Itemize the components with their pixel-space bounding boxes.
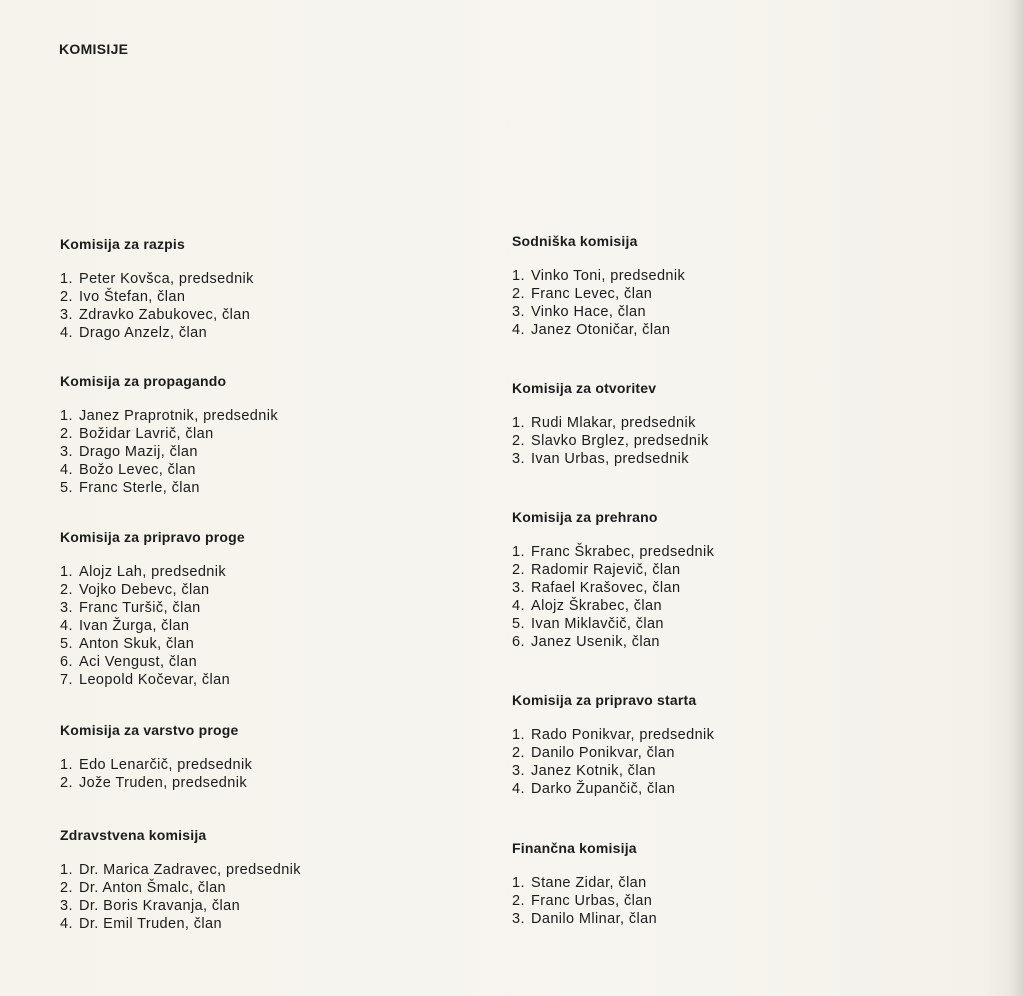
- member-text: Vinko Hace, član: [531, 304, 646, 320]
- member-text: Rado Ponikvar, predsednik: [531, 727, 715, 743]
- member-number: 5.: [60, 480, 73, 496]
- member-item: [60, 461, 278, 479]
- member-number: 1.: [512, 727, 525, 743]
- member-item: [512, 414, 709, 432]
- member-item: [60, 897, 301, 915]
- commission-section: [512, 233, 685, 339]
- member-text: Dr. Anton Šmalc, član: [79, 880, 227, 896]
- member-text: Dr. Boris Kravanja, član: [79, 898, 241, 914]
- member-item: [512, 726, 714, 744]
- member-text: Ivan Miklavčič, član: [531, 616, 664, 632]
- member-item: [512, 874, 657, 892]
- member-text: Ivan Urbas, predsednik: [531, 451, 689, 467]
- member-number: 3.: [60, 898, 73, 914]
- member-text: Peter Kovšca, predsednik: [79, 271, 254, 287]
- member-list: [512, 543, 714, 651]
- member-number: 5.: [60, 636, 73, 652]
- member-item: [512, 762, 714, 780]
- member-text: Janez Otoničar, član: [531, 322, 671, 338]
- member-text: Rafael Krašovec, član: [531, 580, 681, 596]
- commission-section: [512, 380, 709, 468]
- member-item: [60, 270, 254, 288]
- member-number: 4.: [60, 618, 73, 634]
- member-number: 1.: [60, 757, 73, 773]
- member-item: [60, 306, 254, 324]
- commission-heading: Komisija za prehrano: [512, 509, 658, 525]
- member-number: 1.: [512, 268, 525, 284]
- member-number: 2.: [60, 582, 73, 598]
- member-number: 2.: [60, 880, 73, 896]
- member-number: 3.: [60, 444, 73, 460]
- member-text: Janez Kotnik, član: [531, 763, 656, 779]
- member-list: [512, 726, 714, 798]
- member-list: [512, 874, 657, 928]
- member-number: 2.: [512, 562, 525, 578]
- member-text: Božo Levec, član: [79, 462, 196, 478]
- commission-section: [60, 373, 278, 497]
- commission-heading: Komisija za varstvo proge: [60, 722, 239, 738]
- member-number: 4.: [60, 462, 73, 478]
- member-text: Drago Mazij, član: [79, 444, 198, 460]
- member-item: [512, 597, 714, 615]
- member-text: Franc Levec, član: [531, 286, 653, 302]
- member-number: 2.: [60, 289, 73, 305]
- page-title: KOMISIJE: [59, 41, 129, 57]
- member-item: [60, 653, 245, 671]
- member-item: [60, 581, 245, 599]
- member-item: [60, 861, 301, 879]
- member-text: Vinko Toni, predsednik: [531, 268, 686, 284]
- member-text: Vojko Debevc, član: [79, 582, 210, 598]
- member-item: [60, 324, 254, 342]
- member-text: Slavko Brglez, predsednik: [531, 433, 709, 449]
- member-item: [60, 288, 254, 306]
- member-number: 4.: [60, 916, 73, 932]
- member-number: 3.: [512, 580, 525, 596]
- commission-section: [60, 827, 301, 933]
- member-item: [512, 633, 714, 651]
- member-number: 5.: [512, 616, 525, 632]
- member-text: Franc Sterle, član: [79, 480, 200, 496]
- commission-heading: Komisija za propagando: [60, 373, 227, 389]
- member-item: [512, 579, 714, 597]
- member-text: Franc Turšič, član: [79, 600, 201, 616]
- commission-heading: Komisija za razpis: [60, 236, 185, 252]
- member-text: Stane Zidar, član: [531, 875, 647, 891]
- member-item: [60, 617, 245, 635]
- member-item: [512, 432, 709, 450]
- member-text: Jože Truden, predsednik: [79, 775, 247, 791]
- member-number: 4.: [512, 781, 525, 797]
- member-text: Dr. Marica Zadravec, predsednik: [79, 862, 301, 878]
- member-text: Alojz Škrabec, član: [531, 598, 662, 614]
- member-item: [60, 443, 278, 461]
- commission-section: [60, 529, 245, 689]
- member-number: 4.: [60, 325, 73, 341]
- member-item: [60, 425, 278, 443]
- member-number: 3.: [512, 763, 525, 779]
- commission-heading: Komisija za otvoritev: [512, 380, 657, 396]
- member-item: [512, 450, 709, 468]
- member-item: [512, 303, 685, 321]
- member-list: [60, 756, 252, 792]
- member-item: [512, 267, 685, 285]
- member-number: 4.: [512, 322, 525, 338]
- member-item: [60, 563, 245, 581]
- member-text: Franc Škrabec, predsednik: [531, 544, 715, 560]
- member-number: 7.: [60, 672, 73, 688]
- member-text: Anton Skuk, član: [79, 636, 195, 652]
- member-number: 2.: [60, 426, 73, 442]
- member-number: 2.: [512, 433, 525, 449]
- member-number: 1.: [60, 408, 73, 424]
- member-item: [60, 756, 252, 774]
- member-list: [60, 407, 278, 497]
- member-number: 3.: [512, 304, 525, 320]
- member-text: Zdravko Zabukovec, član: [79, 307, 251, 323]
- commission-section: [512, 840, 657, 928]
- member-item: [512, 321, 685, 339]
- member-item: [60, 879, 301, 897]
- member-item: [512, 561, 714, 579]
- member-text: Radomir Rajevič, član: [531, 562, 681, 578]
- member-list: [512, 267, 685, 339]
- member-item: [512, 615, 714, 633]
- commission-section: [512, 509, 714, 651]
- commission-heading: Komisija za pripravo proge: [60, 529, 245, 545]
- member-number: 4.: [512, 598, 525, 614]
- member-text: Edo Lenarčič, predsednik: [79, 757, 253, 773]
- member-item: [512, 780, 714, 798]
- member-item: [512, 285, 685, 303]
- member-text: Darko Župančič, član: [531, 781, 676, 797]
- member-number: 2.: [512, 286, 525, 302]
- member-text: Dr. Emil Truden, član: [79, 916, 222, 932]
- member-item: [512, 892, 657, 910]
- member-number: 1.: [512, 415, 525, 431]
- member-item: [60, 915, 301, 933]
- member-list: [512, 414, 709, 468]
- member-item: [60, 599, 245, 617]
- member-text: Franc Urbas, član: [531, 893, 653, 909]
- member-number: 6.: [60, 654, 73, 670]
- member-list: [60, 861, 301, 933]
- member-item: [60, 671, 245, 689]
- member-text: Rudi Mlakar, predsednik: [531, 415, 696, 431]
- member-number: 6.: [512, 634, 525, 650]
- member-text: Janez Praprotnik, predsednik: [79, 408, 278, 424]
- member-item: [60, 774, 252, 792]
- commission-heading: Zdravstvena komisija: [60, 827, 207, 843]
- member-number: 2.: [512, 893, 525, 909]
- commission-section: [60, 236, 254, 342]
- commission-section: [512, 692, 714, 798]
- member-number: 1.: [60, 271, 73, 287]
- member-item: [60, 407, 278, 425]
- member-text: Ivan Žurga, član: [79, 618, 190, 634]
- member-number: 3.: [512, 451, 525, 467]
- member-number: 3.: [60, 600, 73, 616]
- member-item: [512, 543, 714, 561]
- member-item: [60, 479, 278, 497]
- member-number: 3.: [512, 911, 525, 927]
- member-text: Danilo Ponikvar, član: [531, 745, 675, 761]
- member-item: [512, 910, 657, 928]
- member-text: Danilo Mlinar, član: [531, 911, 658, 927]
- commission-heading: Komisija za pripravo starta: [512, 692, 697, 708]
- member-text: Janez Usenik, član: [531, 634, 660, 650]
- commission-heading: Sodniška komisija: [512, 233, 638, 249]
- member-list: [60, 563, 245, 689]
- member-text: Aci Vengust, član: [79, 654, 198, 670]
- commission-heading: Finančna komisija: [512, 840, 637, 856]
- member-list: [60, 270, 254, 342]
- member-number: 1.: [512, 544, 525, 560]
- page-binding-edge: [1010, 0, 1024, 996]
- member-number: 2.: [60, 775, 73, 791]
- member-number: 1.: [60, 862, 73, 878]
- member-item: [60, 635, 245, 653]
- commission-section: [60, 722, 252, 792]
- member-text: Alojz Lah, predsednik: [79, 564, 227, 580]
- member-item: [512, 744, 714, 762]
- member-number: 2.: [512, 745, 525, 761]
- member-text: Drago Anzelz, član: [79, 325, 208, 341]
- member-text: Leopold Kočevar, član: [79, 672, 231, 688]
- member-number: 3.: [60, 307, 73, 323]
- member-text: Božidar Lavrič, član: [79, 426, 214, 442]
- member-number: 1.: [60, 564, 73, 580]
- member-number: 1.: [512, 875, 525, 891]
- member-text: Ivo Štefan, član: [79, 289, 186, 305]
